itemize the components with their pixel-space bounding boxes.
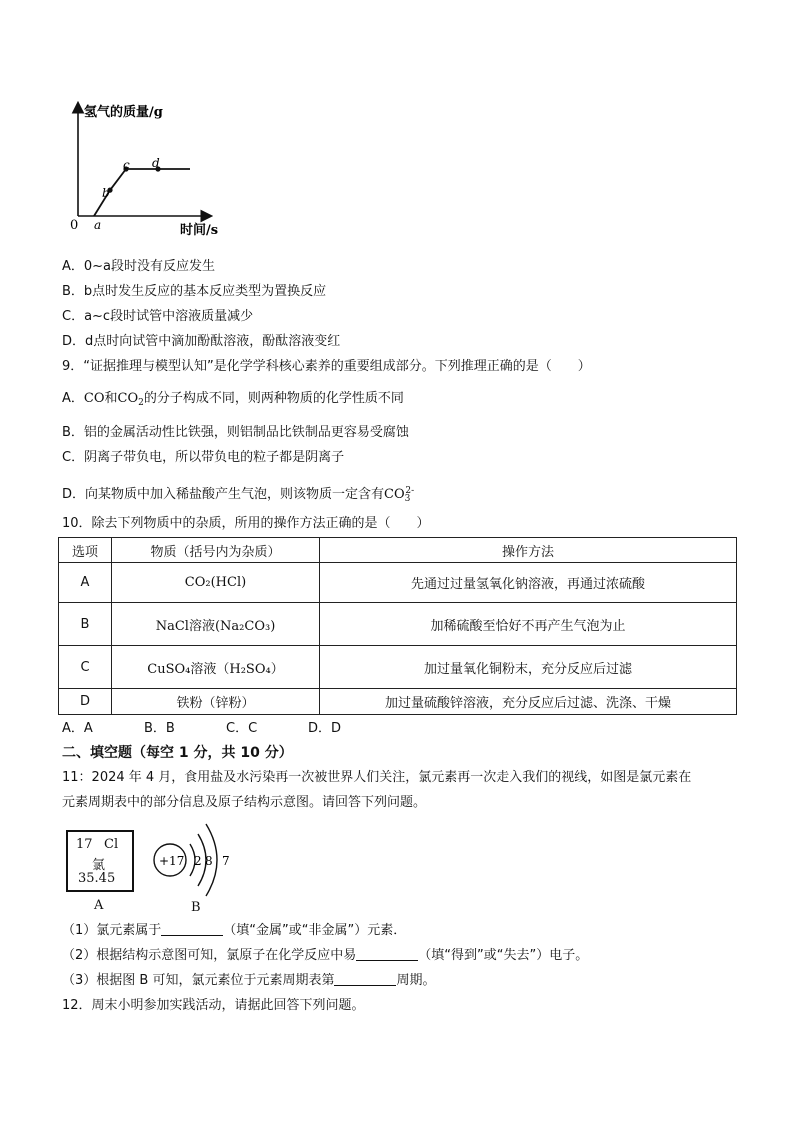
row-method: 加过量氧化铜粉末，充分反应后过滤	[320, 646, 737, 689]
row-substance: CuSO₄溶液（H₂SO₄）	[112, 646, 320, 689]
q11-sub1	[62, 922, 406, 940]
row-option: C	[59, 646, 112, 689]
q11-sub3-text: （3）根据图 B 可知，氯元素位于元素周期表第	[62, 973, 335, 988]
q11-stem-line1: 11：2024 年 4 月，食用盐及水污染再一次被世界人们关注，氯元素再一次走入我们的视线，如图是氯元素在	[62, 770, 692, 785]
row-option: B	[59, 603, 112, 646]
table-header-row	[59, 538, 737, 563]
figure-b-caption: B	[191, 900, 201, 915]
q8-option-d: D．d点时向试管中滴加酚酞溶液，酚酞溶液变红	[62, 334, 341, 349]
answer-blank[interactable]	[334, 973, 396, 986]
header-substance: 物质（括号内为杂质）	[112, 538, 320, 563]
q10-answer-c: C．C	[226, 721, 258, 736]
q11-sub2	[62, 947, 588, 965]
formula-co3-subscript: 3	[404, 494, 411, 504]
q10-options-table	[58, 537, 737, 715]
q11-stem-line2: 元素周期表中的部分信息及原子结构示意图。请回答下列问题。	[62, 795, 427, 810]
point-label-a: a	[94, 218, 102, 232]
row-substance: CO₂(HCl)	[112, 563, 320, 603]
element-card	[66, 830, 134, 892]
row-substance: NaCl溶液(Na₂CO₃)	[112, 603, 320, 646]
q10-answer-b: B．B	[144, 721, 175, 736]
atom-structure-diagram	[148, 818, 243, 900]
q8-option-c: C．a~c段时试管中溶液质量减少	[62, 309, 254, 324]
q8-option-b: B．b点时发生反应的基本反应类型为置换反应	[62, 284, 327, 299]
header-method: 操作方法	[320, 538, 737, 563]
shell-electrons-1: 2	[194, 854, 202, 868]
q11-sub2-text: （2）根据结构示意图可知，氯原子在化学反应中易	[62, 948, 357, 963]
q10-answer-a: A．A	[62, 721, 93, 736]
q8-option-a: A．0~a段时没有反应发生	[62, 259, 216, 274]
point-label-d: d	[152, 156, 160, 170]
x-axis-label: 时间/s	[180, 223, 219, 238]
point-label-b: b	[102, 186, 110, 200]
formula-co2: CO	[117, 391, 139, 406]
q9-d-text: D．向某物质中加入稀盐酸产生气泡，则该物质一定含有	[62, 487, 385, 502]
row-method: 加稀硫酸至恰好不再产生气泡为止	[320, 603, 737, 646]
hydrogen-mass-chart	[60, 96, 240, 241]
q11-sub3-hint: 周期。	[396, 973, 436, 988]
q11-sub2-hint: （填“得到”或“失去”）电子。	[418, 948, 589, 963]
row-substance: 铁粉（锌粉）	[112, 689, 320, 715]
element-symbol: Cl	[104, 837, 119, 852]
formula-co3: CO	[384, 487, 405, 502]
table-row	[59, 603, 737, 646]
q9-option-c: C．阴离子带负电，所以带负电的粒子都是阴离子	[62, 450, 345, 465]
formula-co3-charge: 2-	[405, 486, 415, 496]
q11-sub3	[62, 972, 435, 990]
header-option: 选项	[59, 538, 112, 563]
shell-electrons-3: 7	[222, 854, 230, 868]
q11-sub1-hint: （填“金属”或“非金属”）元素．	[223, 923, 407, 938]
row-option: A	[59, 563, 112, 603]
q9-a-and: 和	[104, 391, 118, 406]
atomic-mass: 35.45	[78, 871, 116, 886]
q9-a-prefix: A．	[62, 391, 84, 406]
q9-a-text: 的分子构成不同，则两种物质的化学性质不同	[143, 391, 404, 406]
figure-a-caption: A	[94, 898, 104, 913]
answer-blank[interactable]	[356, 948, 418, 961]
table-row	[59, 689, 737, 715]
q9-option-d	[62, 482, 414, 508]
answer-blank[interactable]	[161, 923, 223, 936]
element-name: 氯	[92, 858, 106, 873]
q10-answers	[62, 720, 341, 738]
point-label-c: c	[123, 158, 130, 172]
q9-option-b: B．铝的金属活动性比铁强，则铝制品比铁制品更容易受腐蚀	[62, 425, 409, 440]
q11-sub1-text: （1）氯元素属于	[62, 923, 162, 938]
section-title: 二、填空题（每空 1 分，共 10 分）	[62, 745, 293, 761]
y-axis-label: 氢气的质量/g	[84, 105, 163, 120]
origin-label: 0	[70, 218, 79, 233]
table-row	[59, 563, 737, 603]
formula-co: CO	[83, 391, 105, 406]
q10-stem: 10．除去下列物质中的杂质，所用的操作方法正确的是（ ）	[62, 516, 430, 531]
formula-co2-subscript: 2	[138, 398, 144, 408]
table-row	[59, 646, 737, 689]
row-option: D	[59, 689, 112, 715]
atomic-number: 17	[76, 837, 93, 852]
row-method: 加过量硫酸锌溶液，充分反应后过滤、洗涤、干燥	[320, 689, 737, 715]
nucleus-charge: +17	[159, 854, 185, 868]
q9-stem: 9．“证据推理与模型认知”是化学学科核心素养的重要组成部分。下列推理正确的是（ ）	[62, 359, 591, 374]
row-method: 先通过过量氢氧化钠溶液，再通过浓硫酸	[320, 563, 737, 603]
q10-answer-d: D．D	[308, 721, 342, 736]
shell-electrons-2: 8	[205, 854, 213, 868]
q9-option-a	[62, 390, 404, 412]
q12-stem: 12．周末小明参加实践活动，请据此回答下列问题。	[62, 998, 365, 1013]
